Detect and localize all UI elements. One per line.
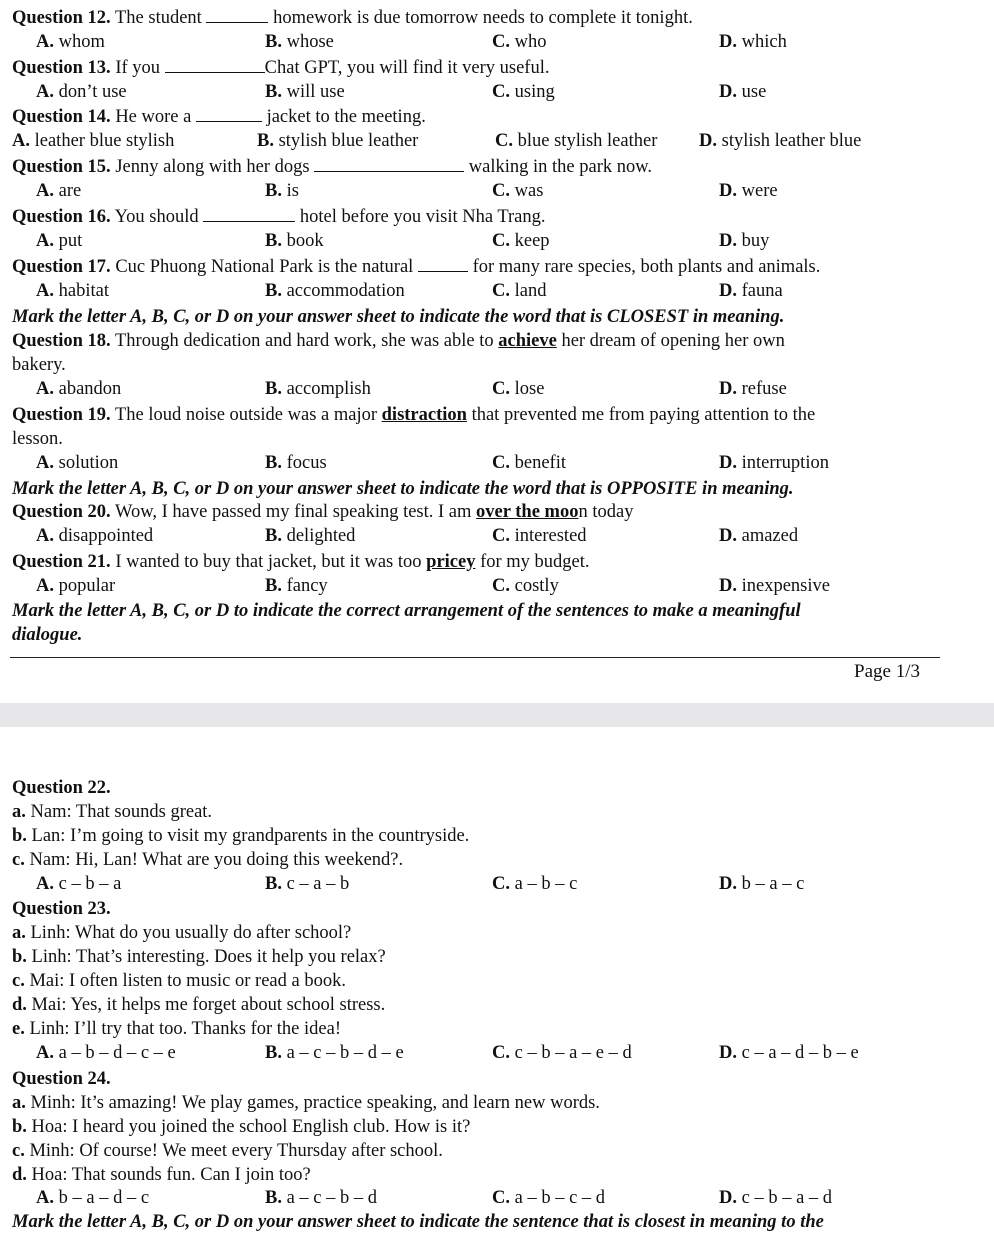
option-a: A. b – a – d – c — [36, 1188, 150, 1208]
option-d: D. b – a – c — [719, 874, 805, 894]
dialogue-line: c. Minh: Of course! We meet every Thursday after school. — [12, 1141, 443, 1161]
question-text: her dream of opening her own — [556, 331, 785, 351]
page-gap — [0, 703, 994, 727]
dialogue-line: a. Linh: What do you usually do after school? — [12, 923, 352, 943]
option-c: C. lose — [492, 379, 545, 399]
question-text: He wore a — [115, 107, 196, 127]
question-14 — [12, 105, 426, 129]
option-b: B. accommodation — [265, 281, 405, 301]
dialogue-line: b. Lan: I’m going to visit my grandparents in the countryside. — [12, 826, 470, 846]
question-text: Through dedication and hard work, she was able to — [114, 331, 499, 351]
option-b: B. is — [265, 181, 299, 201]
dialogue-line: b. Linh: That’s interesting. Does it help you relax? — [12, 947, 386, 967]
dialogue-line: a. Nam: That sounds great. — [12, 802, 213, 822]
option-c: C. interested — [492, 526, 587, 546]
option-c: C. costly — [492, 576, 559, 596]
question-24: Question 24. — [12, 1069, 111, 1089]
option-b: B. book — [265, 231, 324, 251]
keyword-underlined: distraction — [381, 405, 467, 425]
question-label: Question 21. — [12, 552, 111, 572]
question-label: Question 20. — [12, 502, 111, 522]
dialogue-line: c. Mai: I often listen to music or read a book. — [12, 971, 346, 991]
option-a: A. disappointed — [36, 526, 154, 546]
option-a: A. whom — [36, 32, 105, 52]
question-21 — [12, 550, 590, 574]
option-c: C. using — [492, 82, 555, 102]
dialogue-line: a. Minh: It’s amazing! We play games, practice speaking, and learn new words. — [12, 1093, 600, 1113]
question-continuation: bakery. — [12, 355, 66, 375]
option-d: D. were — [719, 181, 778, 201]
keyword-underlined: pricey — [426, 552, 476, 572]
question-text: jacket to the meeting. — [261, 107, 426, 127]
option-d: D. stylish leather blue — [699, 131, 862, 151]
question-22: Question 22. — [12, 778, 111, 798]
option-c: C. a – b – c – d — [492, 1188, 606, 1208]
answer-blank — [418, 257, 468, 272]
option-d: D. c – b – a – d — [719, 1188, 833, 1208]
option-b: B. delighted — [265, 526, 356, 546]
option-c: C. benefit — [492, 453, 566, 473]
dialogue-line: b. Hoa: I heard you joined the school English club. How is it? — [12, 1117, 471, 1137]
answer-blank — [165, 58, 265, 73]
option-b: B. whose — [265, 32, 334, 52]
option-b: B. stylish blue leather — [257, 131, 419, 151]
option-d: D. c – a – d – b – e — [719, 1043, 859, 1063]
question-label: Question 17. — [12, 257, 111, 277]
question-label: Question 14. — [12, 107, 111, 127]
option-a: A. don’t use — [36, 82, 127, 102]
option-d: D. refuse — [719, 379, 787, 399]
question-text: walking in the park now. — [464, 157, 653, 177]
answer-blank — [203, 207, 295, 222]
dialogue-line: e. Linh: I’ll try that too. Thanks for the idea! — [12, 1019, 341, 1039]
question-text: Cuc Phuong National Park is the natural — [115, 257, 418, 277]
option-a: A. leather blue stylish — [12, 131, 175, 151]
option-b: B. fancy — [265, 576, 328, 596]
option-b: B. accomplish — [265, 379, 371, 399]
answer-blank — [314, 157, 464, 172]
keyword-underlined: achieve — [498, 331, 557, 351]
option-d: D. which — [719, 32, 787, 52]
question-label: Question 13. — [12, 58, 111, 78]
option-a: A. solution — [36, 453, 119, 473]
question-text: If you — [115, 58, 165, 78]
question-text: for many rare species, both plants and animals. — [467, 257, 821, 277]
dialogue-line: c. Nam: Hi, Lan! What are you doing this weekend?. — [12, 850, 404, 870]
question-text: Jenny along with her dogs — [115, 157, 315, 177]
option-c: C. keep — [492, 231, 550, 251]
section-instruction-cont: dialogue. — [12, 625, 83, 645]
section-instruction: Mark the letter A, B, C, or D on your answer sheet to indicate the sentence that is closest in meaning to the — [12, 1212, 824, 1232]
question-text: The loud noise outside was a major — [114, 405, 382, 425]
option-a: A. a – b – d – c – e — [36, 1043, 176, 1063]
question-label: Question 19. — [12, 405, 111, 425]
option-c: C. a – b – c — [492, 874, 578, 894]
question-label: Question 12. — [12, 8, 111, 28]
option-a: A. c – b – a — [36, 874, 122, 894]
question-20 — [12, 500, 633, 524]
dialogue-line: d. Mai: Yes, it helps me forget about school stress. — [12, 995, 386, 1015]
question-text: hotel before you visit Nha Trang. — [295, 207, 546, 227]
question-label: Question 16. — [12, 207, 111, 227]
option-c: C. was — [492, 181, 544, 201]
option-b: B. focus — [265, 453, 327, 473]
section-instruction: Mark the letter A, B, C, or D to indicate the correct arrangement of the sentences to make a meaningful — [12, 601, 801, 621]
question-text: You should — [114, 207, 204, 227]
option-b: B. will use — [265, 82, 345, 102]
option-a: A. abandon — [36, 379, 122, 399]
option-c: C. land — [492, 281, 547, 301]
question-12 — [12, 6, 693, 30]
question-text: The student — [114, 8, 207, 28]
option-d: D. buy — [719, 231, 770, 251]
option-b: B. c – a – b — [265, 874, 350, 894]
option-d: D. interruption — [719, 453, 829, 473]
section-instruction: Mark the letter A, B, C, or D on your answer sheet to indicate the word that is CLOSEST in meaning. — [12, 307, 785, 327]
page-number: Page 1/3 — [854, 661, 920, 682]
question-19 — [12, 403, 815, 427]
option-c: C. c – b – a – e – d — [492, 1043, 632, 1063]
question-text: Chat GPT, you will find it very useful. — [264, 58, 550, 78]
option-b: B. a – c – b – d — [265, 1188, 378, 1208]
option-a: A. put — [36, 231, 83, 251]
question-18 — [12, 329, 785, 353]
option-d: D. inexpensive — [719, 576, 830, 596]
question-text: homework is due tomorrow needs to complete it tonight. — [268, 8, 693, 28]
question-label: Question 18. — [12, 331, 111, 351]
question-16 — [12, 205, 546, 229]
question-15 — [12, 155, 652, 179]
option-a: A. popular — [36, 576, 116, 596]
option-c: C. blue stylish leather — [495, 131, 658, 151]
question-text: I wanted to buy that jacket, but it was too — [115, 552, 427, 572]
question-13 — [12, 56, 549, 80]
option-a: A. are — [36, 181, 82, 201]
dialogue-line: d. Hoa: That sounds fun. Can I join too? — [12, 1165, 311, 1185]
question-text: for my budget. — [475, 552, 590, 572]
question-text: n today — [578, 502, 634, 522]
option-b: B. a – c – b – d – e — [265, 1043, 404, 1063]
option-d: D. use — [719, 82, 767, 102]
question-label: Question 15. — [12, 157, 111, 177]
question-17 — [12, 255, 820, 279]
page-footer-rule — [10, 657, 940, 658]
keyword-underlined: over the moo — [476, 502, 579, 522]
answer-blank — [196, 107, 262, 122]
answer-blank — [206, 8, 268, 23]
option-d: D. amazed — [719, 526, 799, 546]
question-23: Question 23. — [12, 899, 111, 919]
option-c: C. who — [492, 32, 547, 52]
section-instruction: Mark the letter A, B, C, or D on your answer sheet to indicate the word that is OPPOSITE in meaning. — [12, 479, 794, 499]
option-a: A. habitat — [36, 281, 109, 301]
option-d: D. fauna — [719, 281, 783, 301]
question-text: Wow, I have passed my final speaking test. I am — [114, 502, 477, 522]
question-continuation: lesson. — [12, 429, 63, 449]
question-text: that prevented me from paying attention to the — [466, 405, 816, 425]
